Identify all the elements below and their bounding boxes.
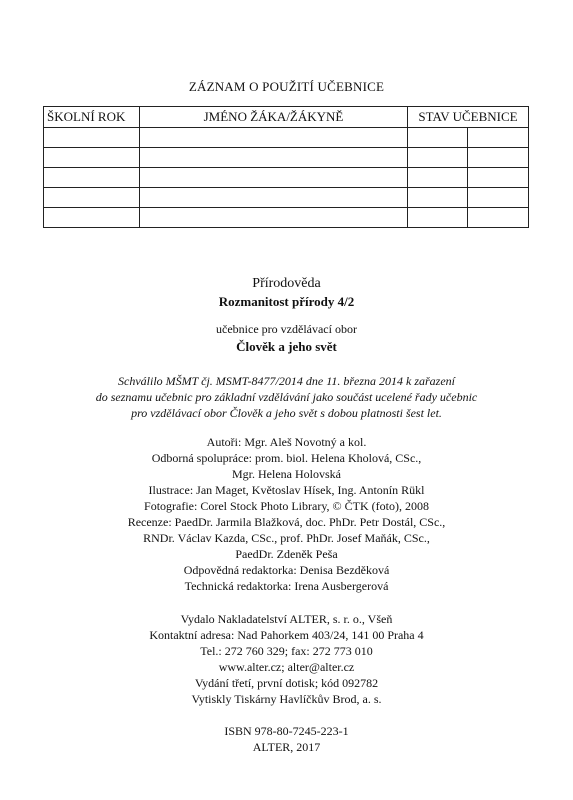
approval-statement <box>0 373 573 421</box>
publisher-address: Kontaktní adresa: Nad Pahorkem 403/24, 141 00 Praha 4 <box>149 628 424 642</box>
credits-illustration: Ilustrace: Jan Maget, Květoslav Hísek, Ing. Antonín Rükl <box>148 483 425 497</box>
publisher-phone: Tel.: 272 760 329; fax: 272 773 010 <box>200 644 373 658</box>
credits-technical-editor: Technická redaktorka: Irena Ausbergerová <box>184 579 389 593</box>
credits-collaboration: Odborná spolupráce: prom. biol. Helena Kholová, CSc., <box>151 451 422 465</box>
header-book-condition: STAV UČEBNICE <box>408 107 529 128</box>
cell-school-year[interactable] <box>44 148 140 168</box>
cell-student-name[interactable] <box>140 128 408 148</box>
cell-condition-end[interactable] <box>468 208 529 228</box>
cell-condition-start[interactable] <box>408 188 468 208</box>
publisher-info <box>0 611 573 707</box>
approval-line: Schválilo MŠMT čj. MSMT-8477/2014 dne 11. března 2014 k zařazení <box>118 374 455 388</box>
isbn-number: ISBN 978-80-7245-223-1 <box>224 724 349 738</box>
table-row <box>44 188 529 208</box>
cell-school-year[interactable] <box>44 128 140 148</box>
credits-photography: Fotografie: Corel Stock Photo Library, © ČTK (foto), 2008 <box>144 499 429 513</box>
credits <box>0 434 573 594</box>
isbn-block <box>0 723 573 755</box>
publisher-edition: Vydání třetí, první dotisk; kód 092782 <box>194 676 379 690</box>
cell-condition-start[interactable] <box>408 148 468 168</box>
cell-condition-end[interactable] <box>468 128 529 148</box>
table-row <box>44 148 529 168</box>
cell-condition-start[interactable] <box>408 168 468 188</box>
cell-student-name[interactable] <box>140 168 408 188</box>
book-subject: Přírodověda <box>252 276 321 291</box>
usage-record-table <box>43 106 529 228</box>
credits-reviews: Recenze: PaedDr. Jarmila Blažková, doc. PhDr. Petr Dostál, CSc., <box>127 515 446 529</box>
cell-condition-end[interactable] <box>468 148 529 168</box>
credits-reviews-cont: RNDr. Václav Kazda, CSc., prof. PhDr. Josef Maňák, CSc., <box>143 531 430 545</box>
credits-collaboration-cont: Mgr. Helena Holovská <box>232 467 341 481</box>
cell-condition-start[interactable] <box>408 208 468 228</box>
cell-school-year[interactable] <box>44 188 140 208</box>
cell-condition-start[interactable] <box>408 128 468 148</box>
cell-school-year[interactable] <box>44 208 140 228</box>
credits-responsible-editor: Odpovědná redaktorka: Denisa Bezděková <box>183 563 390 577</box>
header-student-name: JMÉNO ŽÁKA/ŽÁKYNĚ <box>140 107 408 128</box>
book-field: Člověk a jeho svět <box>236 339 337 354</box>
credits-authors: Autoři: Mgr. Aleš Novotný a kol. <box>206 435 367 449</box>
book-title: Rozmanitost přírody 4/2 <box>218 294 355 309</box>
publisher-printer: Vytiskly Tiskárny Havlíčkův Brod, a. s. <box>191 692 382 706</box>
cell-condition-end[interactable] <box>468 168 529 188</box>
record-title: ZÁZNAM O POUŽITÍ UČEBNICE <box>188 79 385 94</box>
table-row <box>44 208 529 228</box>
cell-student-name[interactable] <box>140 188 408 208</box>
publisher-web[interactable]: www.alter.cz; alter@alter.cz <box>218 660 355 674</box>
approval-line: pro vzdělávací obor Člověk a jeho svět s dobou platnosti šest let. <box>131 406 442 420</box>
cell-school-year[interactable] <box>44 168 140 188</box>
book-field-line: učebnice pro vzdělávací obor <box>216 322 357 336</box>
header-school-year: ŠKOLNÍ ROK <box>44 107 140 128</box>
approval-line: do seznamu učebnic pro základní vzdělávání jako součást ucelené řady učebnic <box>95 390 478 404</box>
cell-student-name[interactable] <box>140 148 408 168</box>
credits-reviews-cont: PaedDr. Zdeněk Peša <box>235 547 338 561</box>
table-row <box>44 128 529 148</box>
cell-student-name[interactable] <box>140 208 408 228</box>
publisher-name: Vydalo Nakladatelství ALTER, s. r. o., Všeň <box>180 612 393 626</box>
table-header-row <box>44 107 529 128</box>
isbn-publisher-year: ALTER, 2017 <box>252 740 321 754</box>
table-row <box>44 168 529 188</box>
cell-condition-end[interactable] <box>468 188 529 208</box>
